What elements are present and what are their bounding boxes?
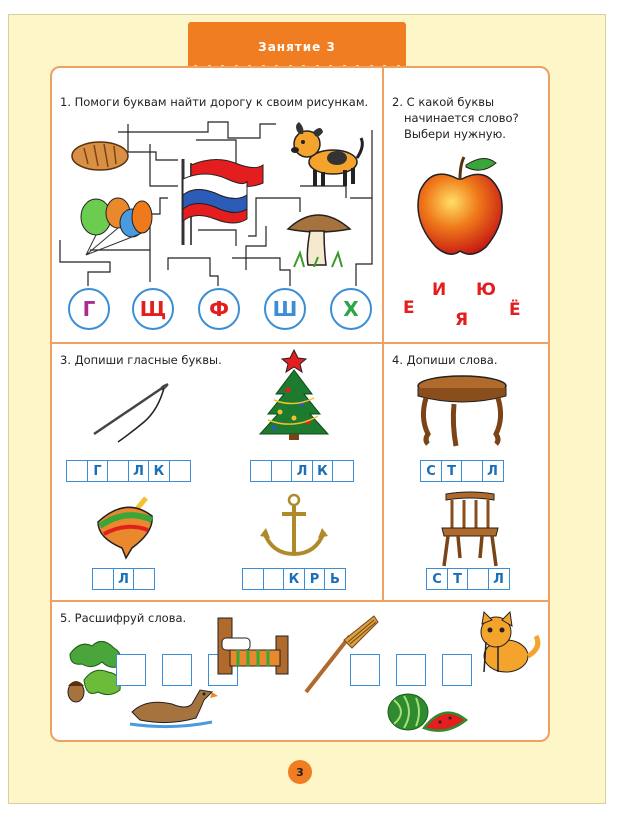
letter-f: Ф — [209, 297, 229, 321]
letter-circle-g[interactable] — [68, 288, 110, 330]
task2-label-line2: начинается слово? — [404, 111, 519, 125]
letter-g: Г — [82, 297, 96, 321]
cell: С — [420, 460, 442, 482]
cell: Ь — [324, 568, 346, 590]
task2-label-line3: Выбери нужную. — [404, 127, 506, 141]
answer-square[interactable] — [442, 654, 472, 686]
mushroom-icon — [284, 205, 354, 275]
cell[interactable] — [250, 460, 272, 482]
word-cells-stol-1 — [420, 460, 504, 482]
cell: К — [283, 568, 305, 590]
spinning-top-icon — [92, 492, 162, 562]
vowel-i[interactable]: И — [432, 280, 447, 300]
balloons-icon — [66, 195, 156, 265]
cell: С — [426, 568, 448, 590]
cell: К — [312, 460, 334, 482]
vowel-ya[interactable]: Я — [455, 310, 469, 330]
anchor-icon — [258, 492, 328, 562]
vowel-yu[interactable]: Ю — [476, 280, 496, 300]
task2-label-line1: 2. С какой буквы — [392, 95, 495, 109]
word-cells-igolka — [66, 460, 191, 482]
cell: Л — [482, 460, 504, 482]
watermelon-icon — [384, 690, 468, 738]
word-cells-yula — [92, 568, 155, 590]
letter-circle-shch[interactable] — [132, 288, 174, 330]
cell[interactable] — [263, 568, 285, 590]
cell[interactable] — [92, 568, 114, 590]
word-cells-stul — [426, 568, 510, 590]
cell: Т — [447, 568, 469, 590]
answer-square[interactable] — [350, 654, 380, 686]
letter-shch: Щ — [139, 297, 167, 321]
lesson-title: Занятие 3 — [258, 40, 336, 54]
bread-icon — [70, 136, 130, 176]
cell[interactable] — [332, 460, 354, 482]
cell[interactable] — [467, 568, 489, 590]
christmas-tree-icon — [254, 350, 334, 440]
answer-square[interactable] — [162, 654, 192, 686]
cell[interactable] — [66, 460, 88, 482]
letter-circle-h[interactable] — [330, 288, 372, 330]
vowel-yo[interactable]: Ё — [509, 300, 521, 320]
cell: Л — [113, 568, 135, 590]
page-number: 3 — [288, 760, 312, 784]
flag-icon — [175, 155, 265, 245]
letter-circle-f[interactable] — [198, 288, 240, 330]
duck-icon — [128, 688, 218, 728]
task1-label: 1. Помоги буквам найти дорогу к своим рисункам. — [60, 95, 369, 109]
cell: Т — [441, 460, 463, 482]
cell[interactable] — [107, 460, 129, 482]
word-cells-yakor — [242, 568, 346, 590]
answer-square[interactable] — [116, 654, 146, 686]
cell[interactable] — [133, 568, 155, 590]
cell[interactable] — [271, 460, 293, 482]
letter-h: Х — [343, 297, 359, 321]
cell: Г — [87, 460, 109, 482]
answer-square[interactable] — [396, 654, 426, 686]
cell: Л — [291, 460, 313, 482]
cell[interactable] — [461, 460, 483, 482]
bed-icon — [214, 614, 294, 684]
task5-label: 5. Расшифруй слова. — [60, 611, 187, 625]
letter-sh: Ш — [272, 297, 298, 321]
cell[interactable] — [242, 568, 264, 590]
needle-icon — [88, 380, 178, 450]
cell: Л — [488, 568, 510, 590]
vowel-e[interactable]: Е — [403, 298, 415, 318]
cell: Л — [128, 460, 150, 482]
chair-icon — [440, 492, 500, 568]
table-icon — [414, 374, 510, 454]
word-cells-yolka — [250, 460, 354, 482]
task3-label: 3. Допиши гласные буквы. — [60, 353, 222, 367]
cell[interactable] — [169, 460, 191, 482]
task4-label: 4. Допиши слова. — [392, 353, 498, 367]
kitten-icon — [476, 612, 542, 676]
letter-circle-sh[interactable] — [264, 288, 306, 330]
cell: Р — [304, 568, 326, 590]
dog-icon — [285, 120, 365, 190]
cell: К — [148, 460, 170, 482]
apple-icon — [412, 155, 512, 265]
